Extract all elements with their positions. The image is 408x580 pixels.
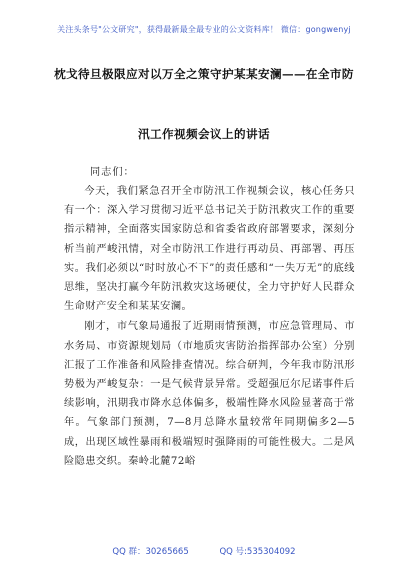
qq-group-number: QQ 群：30265665 (112, 547, 189, 557)
qq-account-number: QQ 号:535304092 (219, 547, 296, 557)
salutation: 同志们： (90, 167, 135, 178)
document-body (64, 182, 355, 472)
body-paragraph: 今天，我们紧急召开全市防汛工作视频会议，核心任务只有一个：深入学习贯彻习近平总书记关于防汛救灾工作的重要指示精神，全面落实国家防总和省委省政府部署要求，深刻分析当前严峻汛情，对全市防汛工作进行再动员、再部署、再压实。我们必须以“时时放心不下”的责任感和“一失万无”的底线思维，坚决打赢今年防汛救灾这场硬仗，全力守护好人民群众生命财产安全和某某安澜。 (64, 186, 355, 313)
contact-footer (0, 545, 408, 557)
promo-banner: 关注头条号"公文研究"，获得最新最全最专业的公文资料库！ 微信：gongwenyj (57, 25, 351, 34)
document-title-line-2: 汛工作视频会议上的讲话 (138, 127, 270, 141)
document-title-line-1: 枕戈待旦极限应对以万全之策守护某某安澜——在全市防 (54, 67, 354, 81)
body-paragraph: 刚才，市气象局通报了近期雨情预测，市应急管理局、市水务局、市资源规划局（市地质灾害防治指挥部办公室）分别汇报了工作准备和风险排查情况。综合研判，今年我市防汛形势极为严峻复杂：一是气候背景异常。受超强厄尔尼诺事件后续影响，汛期我市降水总体偏多，极端性降水风险显著高于常年。气象部门预测，7—8月总降水量较常年同期偏多2—5成，出现区域性暴雨和极端短时强降雨的可能性极大。二是风险隐患交织。秦岭北麓72峪 (64, 321, 355, 467)
